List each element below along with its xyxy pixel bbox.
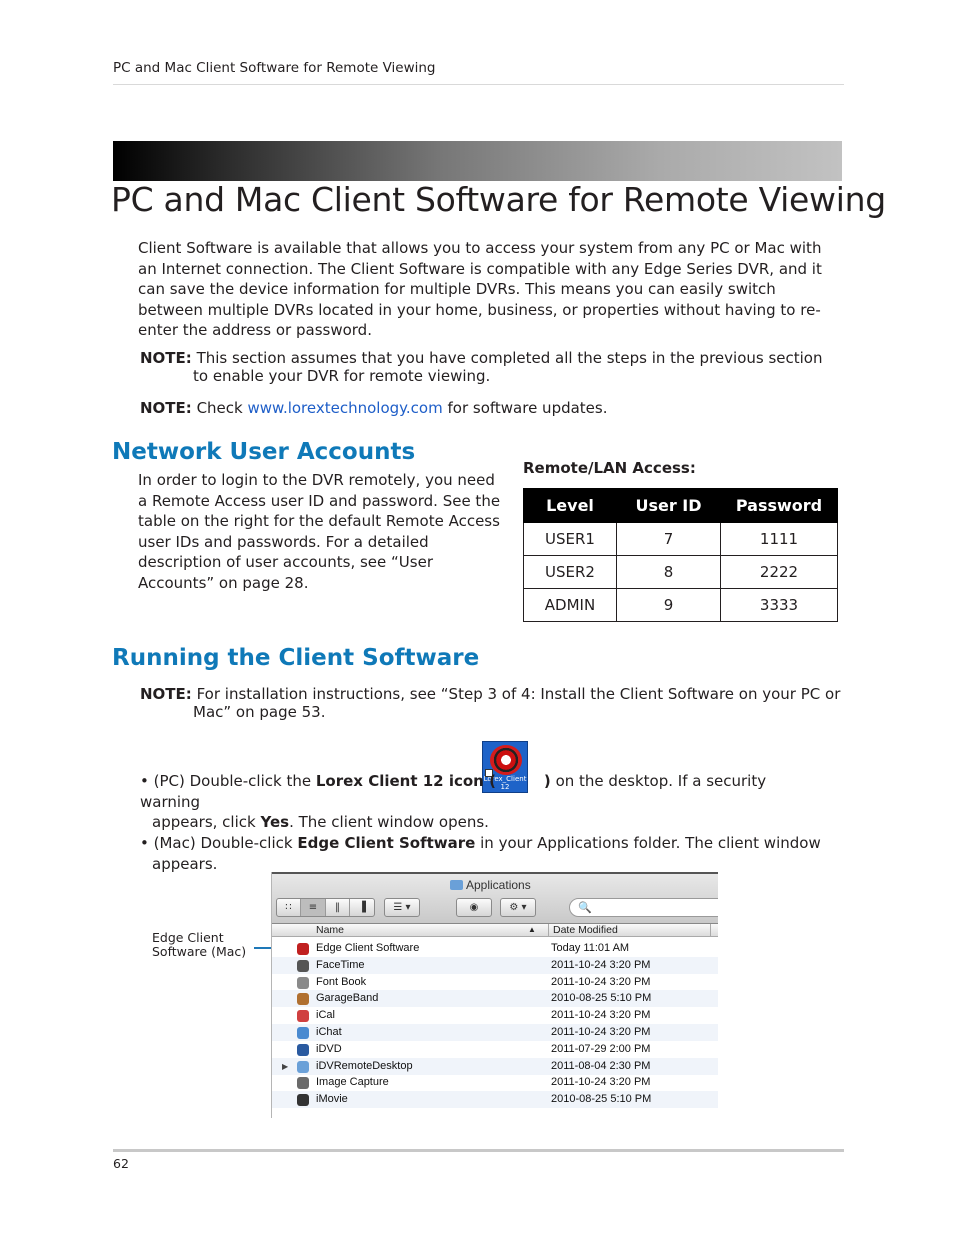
app-icon <box>297 943 309 955</box>
note-label: NOTE: <box>140 399 192 417</box>
sort-arrow-icon: ▲ <box>528 925 536 934</box>
app-date-modified: 2011-10-24 3:20 PM <box>551 1076 651 1089</box>
note-text-end: for software updates. <box>447 399 608 417</box>
cell-level: USER1 <box>524 523 617 556</box>
view-mode-buttons <box>276 898 375 917</box>
app-date-modified: 2011-10-24 3:20 PM <box>551 958 651 971</box>
callout-label: Edge Client Software (Mac) <box>152 930 247 959</box>
finder-window-screenshot <box>271 872 718 1118</box>
action-button <box>500 898 536 917</box>
gear-icon: ⚙ ▾ <box>509 902 527 913</box>
column-header-password: Password <box>721 489 838 523</box>
table-row <box>524 556 838 589</box>
app-icon <box>297 993 309 1005</box>
app-icon <box>297 960 309 972</box>
app-date-modified: 2011-07-29 2:00 PM <box>551 1042 651 1055</box>
app-name: iMovie <box>316 1093 348 1106</box>
note-label: NOTE: <box>140 685 192 703</box>
note-text-continued: to enable your DVR for remote viewing. <box>193 366 491 385</box>
cell-password: 2222 <box>721 556 838 589</box>
finder-list-row <box>272 1041 718 1058</box>
finder-list-row <box>272 1058 718 1075</box>
app-icon <box>297 1010 309 1022</box>
cover-flow-icon: ▐ <box>358 902 366 913</box>
search-field <box>569 898 718 917</box>
note-label: NOTE: <box>140 349 192 367</box>
note-software-updates <box>140 400 840 418</box>
column-view-icon: ‖ <box>326 899 350 916</box>
finder-column-header <box>272 924 718 937</box>
app-icon <box>297 1044 309 1056</box>
app-name: Edge Client Software <box>316 942 420 954</box>
app-name: FaceTime <box>316 958 365 971</box>
app-icon <box>297 1027 309 1039</box>
app-date-modified: 2011-08-04 2:30 PM <box>551 1059 651 1072</box>
app-name: Image Capture <box>316 1076 389 1089</box>
app-date-modified: Today 11:01 AM <box>551 942 630 954</box>
table-row <box>524 589 838 622</box>
finder-list-row <box>272 957 718 974</box>
app-date-modified: 2010-08-25 5:10 PM <box>551 1093 652 1106</box>
app-name: iChat <box>316 1026 342 1038</box>
app-date-modified: 2011-10-24 3:20 PM <box>551 1009 651 1022</box>
app-date-modified: 2011-10-24 3:20 PM <box>551 1026 651 1038</box>
cell-user-id: 8 <box>617 556 721 589</box>
note-text: Check <box>196 399 243 417</box>
quick-look-button <box>456 898 492 917</box>
cell-level: ADMIN <box>524 589 617 622</box>
cell-level: USER2 <box>524 556 617 589</box>
finder-list-row <box>272 974 718 991</box>
disclosure-triangle-icon: ▶ <box>282 1061 289 1071</box>
list-item-mac: • (Mac) Double-click Edge Client Software in your Applications folder. The client window appears. <box>140 834 821 873</box>
instruction-list <box>140 771 830 874</box>
finder-list-row <box>272 940 718 957</box>
remote-access-table <box>523 488 838 622</box>
finder-list-row <box>272 1007 718 1024</box>
app-icon <box>297 1094 309 1106</box>
cell-user-id: 9 <box>617 589 721 622</box>
app-name: iDVD <box>316 1042 342 1055</box>
note-text-continued: Mac” on page 53. <box>193 702 326 721</box>
app-name: Font Book <box>316 975 367 988</box>
column-header-level: Level <box>524 489 617 523</box>
table-caption: Remote/LAN Access: <box>523 459 696 477</box>
table-header-row <box>524 489 838 523</box>
list-view-icon: ≡ <box>301 899 326 916</box>
finder-list-row <box>272 990 718 1007</box>
app-name: iCal <box>316 1009 335 1022</box>
finder-list-row <box>272 1074 718 1091</box>
folder-icon <box>450 880 463 890</box>
note-text: For installation instructions, see “Step 3 of 4: Install the Client Software on your PC or <box>196 685 841 703</box>
column-date-modified: Date Modified <box>548 924 618 937</box>
app-name: iDVRemoteDesktop <box>316 1059 413 1072</box>
finder-list-row <box>272 1024 718 1041</box>
list-item-pc: • (PC) Double-click the Lorex Client 12 icon ( ) on the desktop. If a security warning appears, click Yes. The client window opens. <box>140 772 767 831</box>
page-number: 62 <box>113 1156 129 1171</box>
window-title: Applications <box>450 878 531 892</box>
finder-titlebar <box>272 872 718 924</box>
eye-icon: ◉ <box>469 902 479 913</box>
title-banner <box>113 141 842 181</box>
app-date-modified: 2010-08-25 5:10 PM <box>551 992 652 1005</box>
note-remote-viewing <box>140 350 840 385</box>
note-text: This section assumes that you have completed all the steps in the previous section <box>196 349 823 367</box>
network-user-accounts-body: In order to login to the DVR remotely, you need a Remote Access user ID and password. See the table on the right for the default Remote Access user IDs and passwords. For a detailed description of user accounts, see “User Accounts” on page 28. <box>138 471 501 592</box>
running-client-software-heading: Running the Client Software <box>112 645 480 671</box>
page-title: PC and Mac Client Software for Remote Viewing <box>111 180 886 219</box>
arrange-button <box>384 898 420 917</box>
table-row <box>524 523 838 556</box>
cell-password: 3333 <box>721 589 838 622</box>
cell-password: 1111 <box>721 523 838 556</box>
arrange-icon: ☰ ▾ <box>393 902 411 913</box>
network-user-accounts-heading: Network User Accounts <box>112 439 416 465</box>
column-separator <box>710 924 711 937</box>
intro-paragraph: Client Software is available that allows you to access your system from any PC or Mac with an Internet connection. The Client Software is compatible with any Edge Series DVR, and it can save the device information for multiple DVRs. This means you can easily switch between multiple DVRs located in your home, business, or properties without having to re-enter the address or password. <box>138 239 822 339</box>
column-header-user-id: User ID <box>617 489 721 523</box>
app-name: GarageBand <box>316 992 379 1005</box>
app-date-modified: 2011-10-24 3:20 PM <box>551 975 651 988</box>
icon-view-icon: ∷ <box>277 899 301 916</box>
app-icon <box>297 1077 309 1089</box>
app-icon <box>297 977 309 989</box>
note-installation <box>140 686 845 721</box>
app-icon-caption: Lorex_Client 12 <box>483 775 527 791</box>
lorex-website-link[interactable]: www.lorextechnology.com <box>247 399 443 417</box>
running-header: PC and Mac Client Software for Remote Viewing <box>113 60 436 76</box>
cell-user-id: 7 <box>617 523 721 556</box>
app-icon <box>297 1061 309 1073</box>
column-name: Name <box>316 924 345 936</box>
finder-list-row <box>272 1091 718 1108</box>
footer-rule <box>113 1149 844 1152</box>
search-icon: 🔍 <box>578 901 592 914</box>
header-rule <box>113 84 844 85</box>
